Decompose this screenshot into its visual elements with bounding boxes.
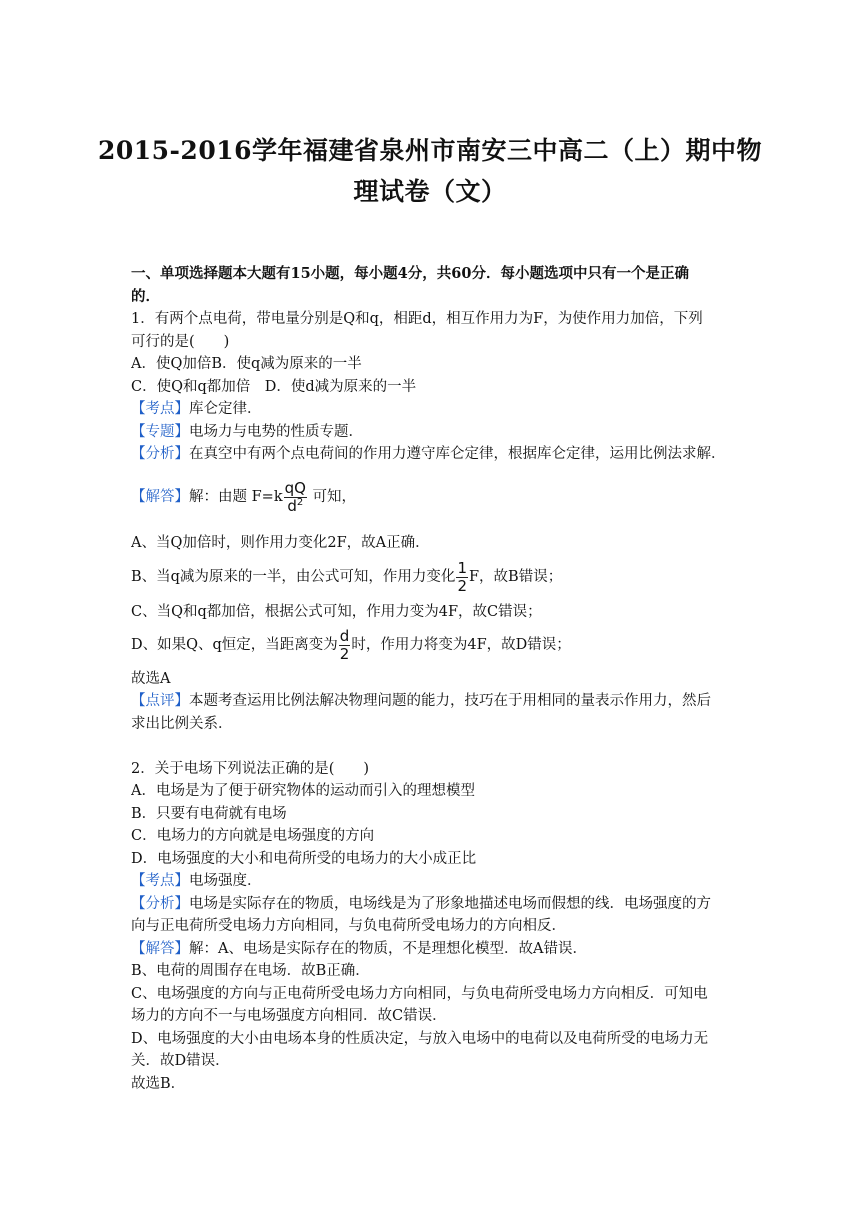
half-fraction [456, 558, 468, 595]
q1-answer: 故选A [131, 671, 171, 687]
q2-kaodian-text: 电场强度． [189, 873, 262, 889]
q2-fenxi-line2: 向与正电荷所受电场力方向相同，与负电荷所受电场力的方向相反． [131, 918, 566, 934]
d-half-numerator: d [339, 626, 350, 645]
half-denominator: 2 [457, 576, 467, 595]
q1-fenxi [131, 444, 731, 464]
q1-analysis-d-post: 时，作用力将变为4F，故D错误； [351, 637, 571, 653]
q1-dianping-line1 [131, 691, 731, 711]
kaodian-tag: 【考点】 [131, 873, 189, 889]
kaodian-tag: 【考点】 [131, 401, 189, 417]
q1-jieda [131, 476, 731, 520]
q1-options-ab: A．使Q加倍B．使q减为原来的一半 [131, 356, 362, 372]
coulomb-denominator [284, 497, 307, 514]
q2-answer: 故选B． [131, 1076, 186, 1092]
q2-option-b: B．只要有电荷就有电场 [131, 806, 287, 822]
fenxi-tag: 【分析】 [131, 446, 189, 462]
q2-fenxi-line1 [131, 894, 731, 914]
q2-analysis-d-line1: D、电场强度的大小由电场本身的性质决定，与放入电场中的电荷以及电荷所受的电场力无 [131, 1031, 709, 1047]
q1-jieda-pre: 解：由题 F=k [189, 489, 283, 505]
q2-option-d: D．电场强度的大小和电荷所受的电场力的大小成正比 [131, 851, 477, 867]
zhuanti-tag: 【专题】 [131, 424, 189, 440]
q1-stem-line2: 可行的是( ) [131, 334, 230, 350]
q2-fenxi-text: 电场是实际存在的物质，电场线是为了形象地描述电场而假想的线．电场强度的方 [189, 896, 711, 912]
doc-title-line2: 理试卷（文） [353, 177, 507, 206]
q1-zhuanti-text: 电场力与电势的性质专题． [189, 424, 363, 440]
q1-analysis-d-pre: D、如果Q、q恒定，当距离变为 [131, 637, 338, 653]
q2-jieda [131, 939, 731, 959]
section-heading-line1: 一、单项选择题本大题有15小题，每小题4分，共60分．每小题选项中只有一个是正确 [131, 265, 689, 282]
q1-analysis-b-post: F，故B错误； [468, 569, 563, 585]
q2-stem: 2．关于电场下列说法正确的是( ) [131, 761, 370, 777]
q1-kaodian [131, 399, 731, 419]
q1-jieda-post: 可知， [307, 489, 357, 505]
q1-analysis-b-pre: B、当q减为原来的一半，由公式可知，作用力变化 [131, 569, 456, 585]
q1-analysis-a: A、当Q加倍时，则作用力变化2F，故A正确． [131, 535, 430, 551]
q1-dianping-text: 本题考查运用比例法解决物理问题的能力，技巧在于用相同的量表示作用力，然后 [189, 693, 711, 709]
q1-options-cd: C．使Q和q都加倍 D．使d减为原来的一半 [131, 379, 417, 395]
q2-option-a: A．电场是为了便于研究物体的运动而引入的理想模型 [131, 783, 475, 799]
q2-jieda-text: 解：A、电场是实际存在的物质，不是理想化模型．故A错误． [189, 941, 587, 957]
q1-analysis-c: C、当Q和q都加倍，根据公式可知，作用力变为4F，故C错误； [131, 604, 542, 620]
q1-zhuanti [131, 422, 731, 442]
d-half-denominator: 2 [339, 644, 350, 663]
jieda-tag: 【解答】 [131, 489, 189, 505]
q2-kaodian [131, 871, 731, 891]
d-half-fraction [339, 626, 351, 663]
q2-analysis-c-line1: C、电场强度的方向与正电荷所受电场力方向相同，与负电荷所受电场力方向相反．可知电 [131, 986, 708, 1002]
jieda-tag: 【解答】 [131, 941, 189, 957]
coulomb-fraction [284, 478, 307, 515]
coulomb-denominator-base: d [287, 496, 297, 515]
q1-analysis-d [131, 626, 731, 666]
q1-dianping-line2: 求出比例关系． [131, 716, 233, 732]
dianping-tag: 【点评】 [131, 693, 189, 709]
q2-analysis-d-line2: 关．故D错误． [131, 1053, 230, 1069]
coulomb-numerator: qQ [284, 478, 306, 497]
doc-title-line1: 2015-2016学年福建省泉州市南安三中高二（上）期中物 [97, 136, 763, 165]
q1-kaodian-text: 库仑定律． [189, 401, 262, 417]
q2-option-c: C．电场力的方向就是电场强度的方向 [131, 828, 375, 844]
q1-analysis-b [131, 558, 731, 598]
half-numerator: 1 [457, 558, 467, 577]
coulomb-exponent: 2 [296, 496, 304, 508]
section-heading-line2: 的． [131, 288, 160, 305]
q1-fenxi-text: 在真空中有两个点电荷间的作用力遵守库仑定律，根据库仑定律，运用比例法求解． [189, 446, 726, 462]
q2-analysis-b: B、电荷的周围存在电场．故B正确． [131, 963, 370, 979]
fenxi-tag: 【分析】 [131, 896, 189, 912]
q2-analysis-c-line2: 场力的方向不一与电场强度方向相同．故C错误． [131, 1008, 447, 1024]
q1-stem-line1: 1．有两个点电荷，带电量分别是Q和q，相距d，相互作用力为F，为使作用力加倍，下列 [131, 311, 703, 327]
